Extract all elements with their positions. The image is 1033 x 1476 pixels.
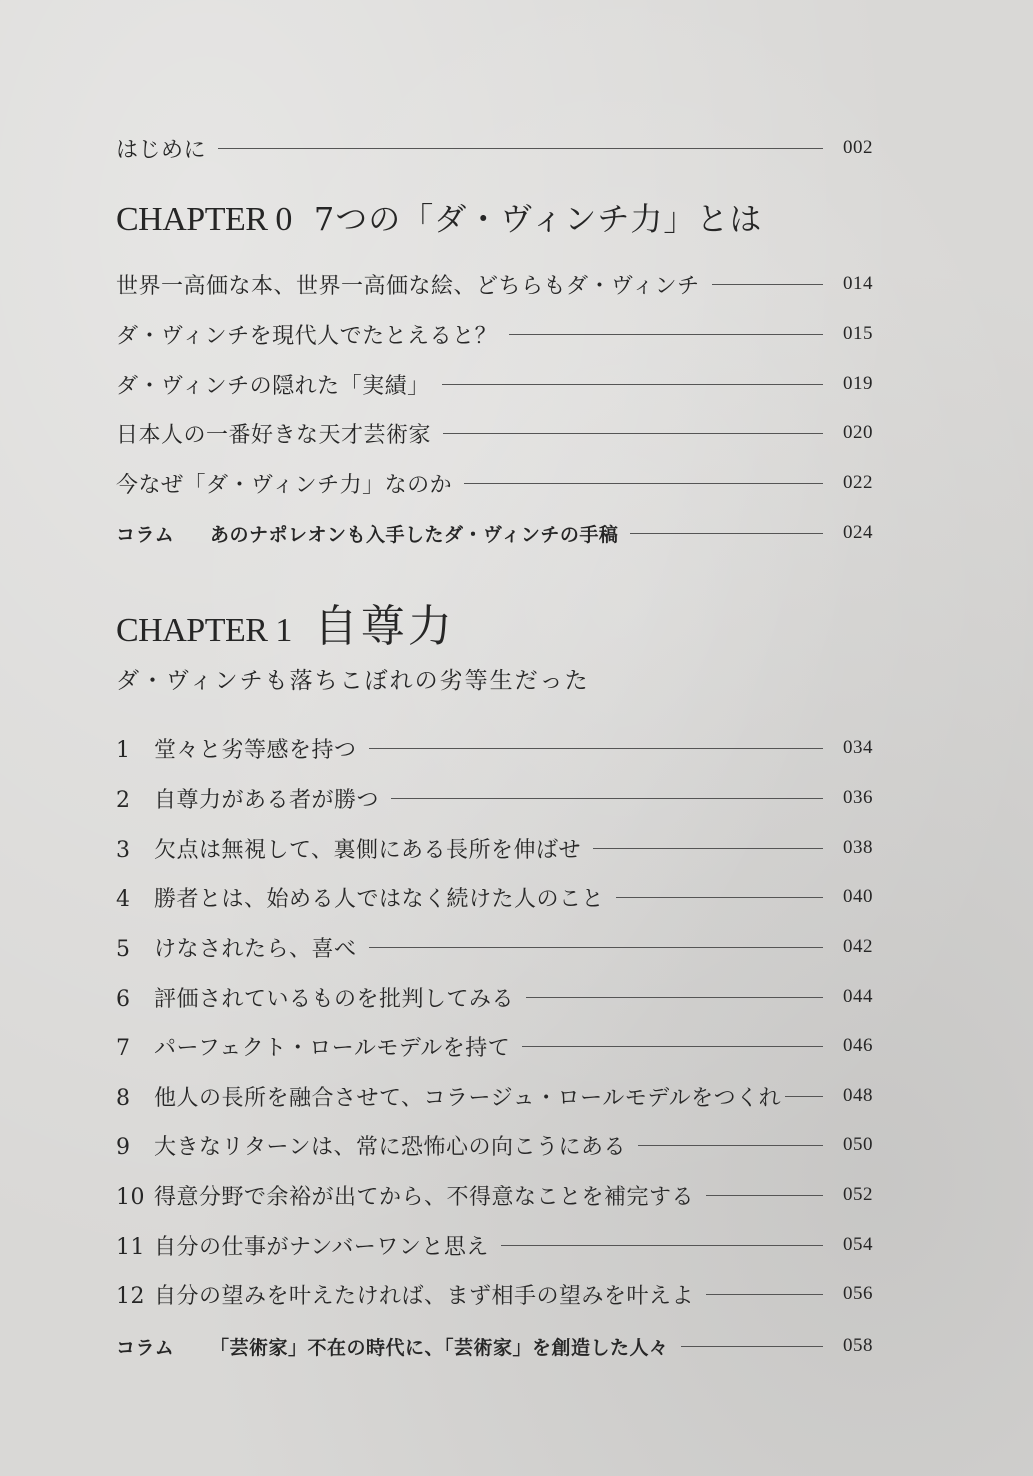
- toc-item: [116, 1125, 873, 1165]
- toc-item-page: 054: [843, 1234, 873, 1255]
- leader-line: [443, 433, 823, 434]
- toc-item-number: 5: [116, 936, 131, 962]
- toc-item-label: 欠点は無視して、裏側にある長所を伸ばせ: [154, 837, 582, 863]
- leader-line: [522, 1046, 823, 1047]
- toc-item-label: 日本人の一番好きな天才芸術家: [116, 422, 432, 448]
- toc-item-page: 048: [843, 1085, 873, 1106]
- toc-item-page: 034: [843, 737, 873, 758]
- toc-column-page: 024: [843, 522, 873, 543]
- toc-item-label: 評価されているものを批判してみる: [154, 986, 515, 1012]
- toc-item-page: 046: [843, 1035, 873, 1056]
- toc-intro: [116, 128, 873, 168]
- toc-item: [116, 1225, 873, 1265]
- toc-item: [116, 1076, 873, 1116]
- toc-column-chapter-1: [116, 1326, 873, 1366]
- leader-line: [681, 1346, 823, 1347]
- toc-item-number: 6: [116, 986, 131, 1012]
- toc-item-number: 2: [116, 787, 131, 813]
- toc-item-page: 020: [843, 422, 873, 443]
- toc-item: [116, 413, 873, 453]
- toc-item-page: 044: [843, 986, 873, 1007]
- toc-item: [116, 1026, 873, 1066]
- toc-item-page: 015: [843, 323, 873, 344]
- toc-item-number: 10: [116, 1184, 145, 1210]
- toc-intro-page: 002: [843, 137, 873, 158]
- toc-item-page: 052: [843, 1184, 873, 1205]
- toc-item-label: ダ・ヴィンチを現代人でたとえると？: [116, 323, 498, 349]
- leader-line: [712, 284, 823, 285]
- toc-item-page: 042: [843, 936, 873, 957]
- toc-item-page: 056: [843, 1283, 873, 1304]
- toc-item: [116, 314, 873, 354]
- toc-item-label: 堂々と劣等感を持つ: [154, 737, 357, 763]
- toc-item: [116, 927, 873, 967]
- column-tag: コラム: [116, 1336, 175, 1359]
- toc-item: [116, 977, 873, 1017]
- toc-item: [116, 1274, 873, 1314]
- chapter-0-title: 7つの「ダ・ヴィンチ力」とは: [313, 200, 763, 238]
- chapter-1-subtitle: ダ・ヴィンチも落ちこぼれの劣等生だった: [116, 668, 590, 694]
- toc-item-number: 3: [116, 837, 131, 863]
- toc-item: [116, 728, 873, 768]
- toc-item-label: 世界一高価な本、世界一高価な絵、どちらもダ・ヴィンチ: [116, 273, 700, 299]
- toc-column-label: [116, 520, 618, 547]
- toc-item-page: 050: [843, 1134, 873, 1155]
- toc-item-number: 8: [116, 1085, 131, 1111]
- chapter-1-label: CHAPTER 1: [116, 612, 292, 649]
- chapter-1-heading: [116, 590, 455, 650]
- toc-item: [116, 1175, 873, 1215]
- leader-line: [509, 334, 823, 335]
- toc-item-number: 1: [116, 737, 131, 763]
- toc-item: [116, 828, 873, 868]
- toc-item: [116, 463, 873, 503]
- toc-item: [116, 877, 873, 917]
- toc-item-label: 自分の望みを叶えたければ、まず相手の望みを叶えよ: [154, 1283, 695, 1309]
- column-tag: コラム: [116, 523, 175, 546]
- leader-line: [526, 997, 823, 998]
- leader-line: [706, 1294, 823, 1295]
- leader-line: [369, 748, 823, 749]
- leader-line: [706, 1195, 823, 1196]
- toc-item-label: 大きなリターンは、常に恐怖心の向こうにある: [154, 1134, 627, 1160]
- toc-item-label: 今なぜ「ダ・ヴィンチ力」なのか: [116, 472, 453, 498]
- toc-item-page: 022: [843, 472, 873, 493]
- chapter-1-title: 自尊力: [313, 601, 455, 652]
- toc-item-page: 014: [843, 273, 873, 294]
- toc-item-page: 040: [843, 886, 873, 907]
- leader-line: [630, 533, 823, 534]
- leader-line: [501, 1245, 823, 1246]
- leader-line: [593, 848, 823, 849]
- toc-item-label: 勝者とは、始める人ではなく続けた人のこと: [154, 886, 605, 912]
- toc-item-page: 036: [843, 787, 873, 808]
- leader-line: [638, 1145, 823, 1146]
- leader-line: [391, 798, 823, 799]
- toc-item-number: 9: [116, 1134, 131, 1160]
- toc-item-label: けなされたら、喜べ: [154, 936, 357, 962]
- leader-line: [616, 897, 823, 898]
- toc-item-page: 038: [843, 837, 873, 858]
- toc-item-number: 11: [116, 1234, 145, 1260]
- toc-column-page: 058: [843, 1335, 873, 1356]
- leader-line: [442, 384, 823, 385]
- toc-item-label: 他人の長所を融合させて、コラージュ・ロールモデルをつくれ: [154, 1085, 782, 1111]
- toc-item: [116, 364, 873, 404]
- toc-item-label: 自尊力がある者が勝つ: [154, 787, 380, 813]
- toc-item-label: パーフェクト・ロールモデルを持て: [154, 1035, 511, 1061]
- leader-line: [785, 1096, 823, 1097]
- toc-item-page: 019: [843, 373, 873, 394]
- toc-item-label: ダ・ヴィンチの隠れた「実績」: [116, 373, 430, 399]
- leader-line: [369, 947, 823, 948]
- toc-item-number: 7: [116, 1035, 131, 1061]
- toc-item-label: 得意分野で余裕が出てから、不得意なことを補完する: [154, 1184, 695, 1210]
- toc-intro-label: はじめに: [116, 137, 207, 163]
- chapter-0-label: CHAPTER 0: [116, 201, 292, 238]
- toc-item-number: 4: [116, 886, 131, 912]
- column-title: 「芸術家」不在の時代に、「芸術家」を創造した人々: [210, 1336, 669, 1359]
- toc-item: [116, 778, 873, 818]
- leader-line: [464, 483, 823, 484]
- column-title: あのナポレオンも入手したダ・ヴィンチの手稿: [210, 523, 619, 546]
- toc-item: [116, 264, 873, 304]
- toc-item-number: 12: [116, 1283, 145, 1309]
- leader-line: [218, 148, 823, 149]
- toc-column-label: [116, 1333, 669, 1360]
- chapter-0-heading: [116, 194, 762, 254]
- toc-item-label: 自分の仕事がナンバーワンと思え: [154, 1234, 489, 1260]
- toc-column-chapter-0: [116, 513, 873, 553]
